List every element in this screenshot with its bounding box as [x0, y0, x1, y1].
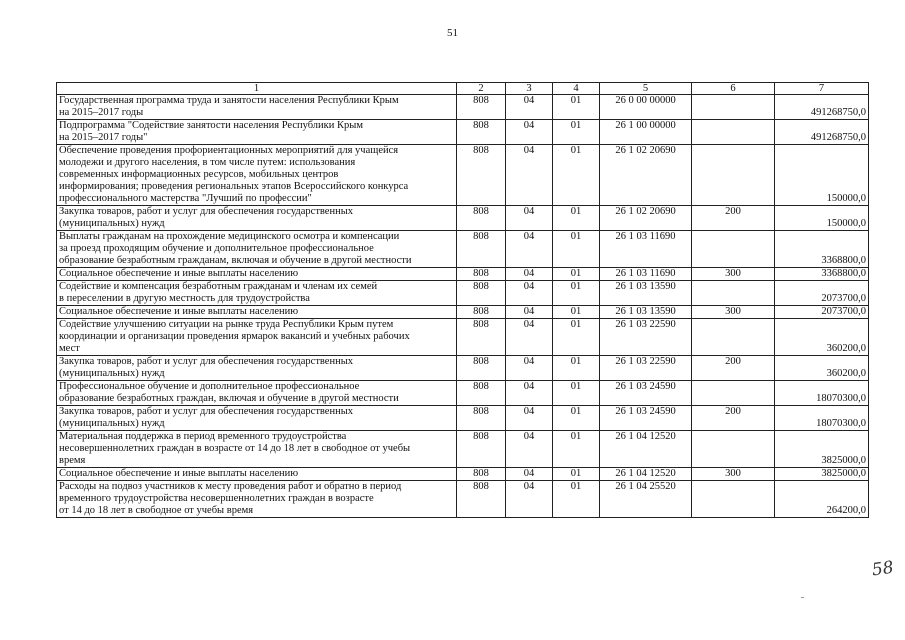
ministry-code: 808 — [457, 268, 506, 281]
subsection-code: 01 — [553, 468, 600, 481]
ministry-code: 808 — [457, 281, 506, 306]
ministry-code: 808 — [457, 481, 506, 518]
table-row — [57, 268, 869, 281]
target-article-code: 26 1 03 13590 — [600, 281, 692, 306]
section-code: 04 — [506, 231, 553, 268]
row-name: Материальная поддержка в период временного трудоустройства несовершеннолетних граждан в возрасте от 14 до 18 лет в свободное от учебы время — [57, 431, 457, 468]
target-article-code: 26 1 03 22590 — [600, 319, 692, 356]
amount: 491268750,0 — [775, 120, 869, 145]
budget-table — [56, 82, 869, 518]
amount: 150000,0 — [775, 145, 869, 206]
target-article-code: 26 1 02 20690 — [600, 206, 692, 231]
section-code: 04 — [506, 468, 553, 481]
table-row — [57, 319, 869, 356]
section-code: 04 — [506, 306, 553, 319]
expense-type-code: 300 — [692, 268, 775, 281]
handwritten-page-mark: 58 — [870, 557, 895, 581]
table-row — [57, 120, 869, 145]
row-name: Обеспечение проведения профориентационных мероприятий для учащейся молодежи и другого населения, в том числе путем: использования современных информационных ресурсов, мобильных центров информирования; проведения региональных этапов Всероссийского конкурса профессионального мастерства "Лучший по профессии" — [57, 145, 457, 206]
row-name: Закупка товаров, работ и услуг для обеспечения государственных (муниципальных) нужд — [57, 206, 457, 231]
subsection-code: 01 — [553, 231, 600, 268]
subsection-code: 01 — [553, 481, 600, 518]
ministry-code: 808 — [457, 206, 506, 231]
ministry-code: 808 — [457, 406, 506, 431]
page-number: 51 — [447, 27, 458, 39]
subsection-code: 01 — [553, 95, 600, 120]
expense-type-code — [692, 281, 775, 306]
table-row — [57, 231, 869, 268]
row-name: Профессиональное обучение и дополнительное профессиональное образование безработных граждан, включая и обучение в другой местности — [57, 381, 457, 406]
target-article-code: 26 1 03 13590 — [600, 306, 692, 319]
table-row — [57, 95, 869, 120]
amount: 360200,0 — [775, 319, 869, 356]
column-header-3: 3 — [506, 83, 553, 95]
row-name: Выплаты гражданам на прохождение медицинского осмотра и компенсации за проезд проходящим обучение и дополнительное профессиональное образование безработным гражданам, включая и обучение в другой местности — [57, 231, 457, 268]
expense-type-code — [692, 95, 775, 120]
section-code: 04 — [506, 206, 553, 231]
row-name: Социальное обеспечение и иные выплаты населению — [57, 268, 457, 281]
subsection-code: 01 — [553, 431, 600, 468]
row-name: Подпрограмма "Содействие занятости населения Республики Крым на 2015–2017 годы" — [57, 120, 457, 145]
section-code: 04 — [506, 281, 553, 306]
table-row — [57, 381, 869, 406]
ministry-code: 808 — [457, 95, 506, 120]
target-article-code: 26 1 03 24590 — [600, 406, 692, 431]
section-code: 04 — [506, 431, 553, 468]
scan-artifact — [801, 597, 804, 598]
target-article-code: 26 1 03 11690 — [600, 231, 692, 268]
row-name: Социальное обеспечение и иные выплаты населению — [57, 306, 457, 319]
ministry-code: 808 — [457, 356, 506, 381]
table-body — [57, 95, 869, 518]
subsection-code: 01 — [553, 306, 600, 319]
subsection-code: 01 — [553, 120, 600, 145]
row-name: Социальное обеспечение и иные выплаты населению — [57, 468, 457, 481]
ministry-code: 808 — [457, 306, 506, 319]
expense-type-code — [692, 120, 775, 145]
table-row — [57, 145, 869, 206]
subsection-code: 01 — [553, 406, 600, 431]
target-article-code: 26 1 00 00000 — [600, 120, 692, 145]
target-article-code: 26 1 03 24590 — [600, 381, 692, 406]
table-row — [57, 481, 869, 518]
ministry-code: 808 — [457, 231, 506, 268]
amount: 150000,0 — [775, 206, 869, 231]
amount: 360200,0 — [775, 356, 869, 381]
subsection-code: 01 — [553, 145, 600, 206]
amount: 18070300,0 — [775, 406, 869, 431]
column-header-row — [57, 83, 869, 95]
section-code: 04 — [506, 381, 553, 406]
target-article-code: 26 1 03 11690 — [600, 268, 692, 281]
row-name: Содействие и компенсация безработным гражданам и членам их семей в переселении в другую местность для трудоустройства — [57, 281, 457, 306]
amount: 2073700,0 — [775, 281, 869, 306]
column-header-4: 4 — [553, 83, 600, 95]
target-article-code: 26 1 02 20690 — [600, 145, 692, 206]
expense-type-code: 200 — [692, 406, 775, 431]
section-code: 04 — [506, 481, 553, 518]
table-row — [57, 431, 869, 468]
target-article-code: 26 0 00 00000 — [600, 95, 692, 120]
row-name: Закупка товаров, работ и услуг для обеспечения государственных (муниципальных) нужд — [57, 406, 457, 431]
table-row — [57, 306, 869, 319]
subsection-code: 01 — [553, 319, 600, 356]
row-name: Содействие улучшению ситуации на рынке труда Республики Крым путем координации и организации проведения ярмарок вакансий и учебных рабочих мест — [57, 319, 457, 356]
column-header-7: 7 — [775, 83, 869, 95]
section-code: 04 — [506, 95, 553, 120]
target-article-code: 26 1 03 22590 — [600, 356, 692, 381]
ministry-code: 808 — [457, 468, 506, 481]
table-row — [57, 281, 869, 306]
table-row — [57, 206, 869, 231]
amount: 3368800,0 — [775, 231, 869, 268]
amount: 18070300,0 — [775, 381, 869, 406]
amount: 2073700,0 — [775, 306, 869, 319]
expense-type-code — [692, 431, 775, 468]
section-code: 04 — [506, 120, 553, 145]
table-row — [57, 356, 869, 381]
expense-type-code: 200 — [692, 356, 775, 381]
subsection-code: 01 — [553, 206, 600, 231]
expense-type-code — [692, 481, 775, 518]
row-name: Расходы на подвоз участников к месту проведения работ и обратно в период временного трудоустройства несовершеннолетних граждан в возрасте от 14 до 18 лет в свободное от учебы время — [57, 481, 457, 518]
ministry-code: 808 — [457, 381, 506, 406]
subsection-code: 01 — [553, 356, 600, 381]
section-code: 04 — [506, 268, 553, 281]
target-article-code: 26 1 04 12520 — [600, 468, 692, 481]
column-header-5: 5 — [600, 83, 692, 95]
column-header-6: 6 — [692, 83, 775, 95]
amount: 491268750,0 — [775, 95, 869, 120]
section-code: 04 — [506, 319, 553, 356]
subsection-code: 01 — [553, 281, 600, 306]
expense-type-code: 300 — [692, 468, 775, 481]
row-name: Государственная программа труда и занятости населения Республики Крым на 2015–2017 годы — [57, 95, 457, 120]
table-row — [57, 468, 869, 481]
ministry-code: 808 — [457, 319, 506, 356]
expense-type-code: 300 — [692, 306, 775, 319]
table-row — [57, 406, 869, 431]
section-code: 04 — [506, 356, 553, 381]
target-article-code: 26 1 04 12520 — [600, 431, 692, 468]
amount: 3825000,0 — [775, 431, 869, 468]
expense-type-code — [692, 381, 775, 406]
subsection-code: 01 — [553, 381, 600, 406]
amount: 3368800,0 — [775, 268, 869, 281]
expense-type-code — [692, 319, 775, 356]
column-header-1: 1 — [57, 83, 457, 95]
amount: 3825000,0 — [775, 468, 869, 481]
subsection-code: 01 — [553, 268, 600, 281]
column-header-2: 2 — [457, 83, 506, 95]
ministry-code: 808 — [457, 145, 506, 206]
target-article-code: 26 1 04 25520 — [600, 481, 692, 518]
ministry-code: 808 — [457, 431, 506, 468]
expense-type-code: 200 — [692, 206, 775, 231]
row-name: Закупка товаров, работ и услуг для обеспечения государственных (муниципальных) нужд — [57, 356, 457, 381]
ministry-code: 808 — [457, 120, 506, 145]
amount: 264200,0 — [775, 481, 869, 518]
expense-type-code — [692, 231, 775, 268]
section-code: 04 — [506, 145, 553, 206]
expense-type-code — [692, 145, 775, 206]
section-code: 04 — [506, 406, 553, 431]
